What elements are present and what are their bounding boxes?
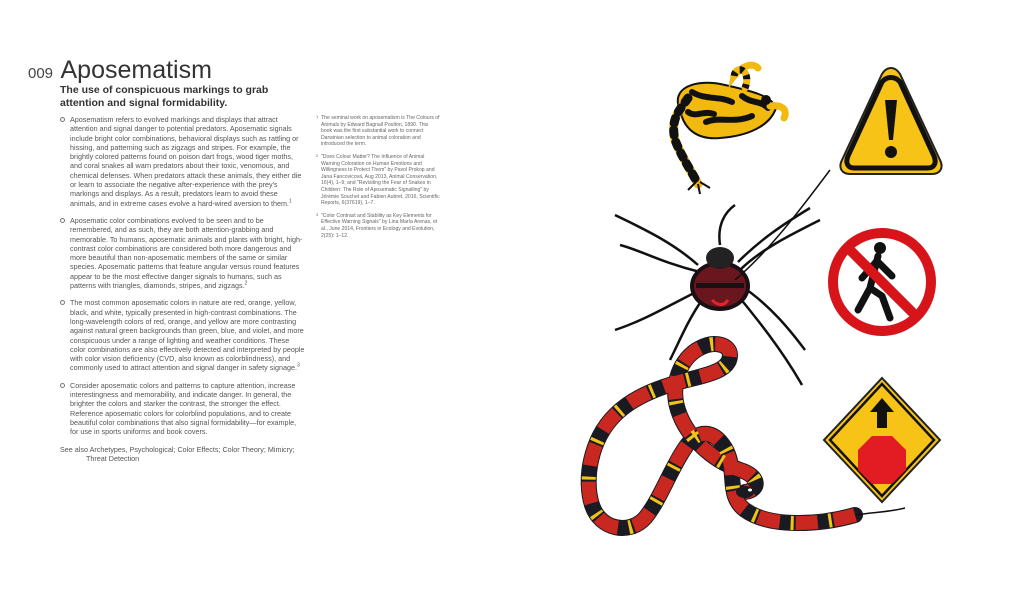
footnote bbox=[316, 154, 440, 207]
paragraph-text: The most common aposematic colors in nature are red, orange, yellow, black, and white, typically presented in high-contrast combinations. The long-wavelength colors of red, orange, and yellow are more contrasting against natural green backgrounds than green, blue, and violet, and more conspicuous under a range of lighting and weather conditions. These color combinations are also effectively detected and interpreted by people with color vision deficiency (CVD, also known as colorblindness), and commonly used to attract attention and signal danger in safety signage. bbox=[70, 298, 305, 373]
body-paragraph bbox=[60, 298, 306, 372]
paragraph-text: Aposematism refers to evolved markings and displays that attract attention and signal danger to potential predators. Aposematic signals include bright color combinations, behavioral displays such as rattling or hissing, and patterning such as zigzags and stripes. For example, the brightly colored patterns found on poison dart frogs, wood tiger moths, and coral snakes all warn predators about their toxic, venomous, and chemical defenses. When predators attack these animals, they either die or learn to associate the negative after-experience with the prey's markings and displays. As a result, predators learn to avoid these animals, and in extreme cases evolve a hard-wired aversion to them. bbox=[70, 115, 302, 208]
warning-triangle-sign-icon bbox=[840, 68, 941, 174]
coral-snake-image bbox=[589, 344, 855, 528]
paragraph-text: Consider aposematic colors and patterns to capture attention, increase interestingness and memorability, and indicate danger. In general, the brighter the colors and starker the contrast, the stronger the effect. Reference aposematic colors for colorblind populations, and to create beautiful color combinations that also signal formidability—for example, for use in sports uniforms and book covers. bbox=[70, 380, 297, 437]
connector-line bbox=[855, 508, 905, 515]
footnote-number: 2 bbox=[316, 152, 319, 158]
body-paragraph bbox=[60, 115, 306, 208]
entry-title: Aposematism bbox=[60, 56, 212, 84]
bullet-icon bbox=[60, 117, 65, 122]
note-ref: 3 bbox=[296, 363, 300, 370]
footnote bbox=[316, 115, 440, 148]
entry-number: 009 bbox=[28, 65, 54, 82]
poison-dart-frog-image bbox=[674, 65, 786, 194]
bullet-icon bbox=[60, 218, 65, 223]
footnote bbox=[316, 213, 440, 239]
no-pedestrian-sign-icon bbox=[827, 227, 937, 337]
footnote-text: The seminal work on aposematism is The Colours of Animals by Edward Bagnall Poulton, 1890. This book was the first substantial work to connect Darwinian selection to animal coloration and introduced the term. bbox=[321, 115, 440, 148]
body-paragraph bbox=[60, 381, 306, 437]
body-text bbox=[60, 115, 306, 463]
see-also: See also Archetypes, Psychological; Color Effects; Color Theory; Mimicry; Threat Detection bbox=[60, 444, 295, 463]
footnote-number: 1 bbox=[316, 114, 319, 119]
footnote-text: "Color Contrast and Stability as Key Elements for Effective Warning Signals" by Lina María Arenas, et al., June 2014, Frontiers in Ecology and Evolution, 2(25): 1–12. bbox=[321, 212, 438, 239]
entry-subtitle: The use of conspicuous markings to grab attention and signal formidability. bbox=[60, 84, 269, 109]
illustration-canvas bbox=[520, 0, 1024, 602]
stop-ahead-sign-icon bbox=[824, 378, 940, 502]
note-ref: 1 bbox=[288, 198, 292, 205]
paragraph-text: Aposematic color combinations evolved to be seen and to be remembered, and as such, they are both attention-grabbing and memorable. To humans, aposematic animals and plants with bright, high-contrast color combinations are considered both more dangerous and more beautiful than non-aposematic members of the same or similar species. Aposematic patterns that feature angular versus round features appear to be the most effective danger signals to humans, such as patterns with triangles, diamonds, stripes, and zigzags. bbox=[70, 215, 303, 291]
bullet-icon bbox=[60, 300, 65, 305]
footnotes bbox=[316, 115, 440, 245]
bullet-icon bbox=[60, 383, 65, 388]
entry-header bbox=[28, 56, 212, 85]
body-paragraph bbox=[60, 216, 306, 290]
black-widow-spider-image bbox=[615, 205, 820, 385]
footnote-number: 3 bbox=[316, 211, 319, 217]
footnote-text: "Does Colour Matter? The Influence of Animal Warning Coloration on Human Emotions and Willingness to Protect Them" by Pavol Prokop and Jana Fancovicová, Aug 2013, Animal Conservation, 16(4), 1–9; and "Revisiting the Fear of Snakes in Children: The Role of Aposematic Signalling" by Jérémie Souchet and Fabien Aubret, 2016, Scientific Reports, 6(37619), 1–7. bbox=[321, 153, 440, 207]
right-page-illustration bbox=[520, 0, 1024, 602]
note-ref: 2 bbox=[244, 280, 248, 287]
